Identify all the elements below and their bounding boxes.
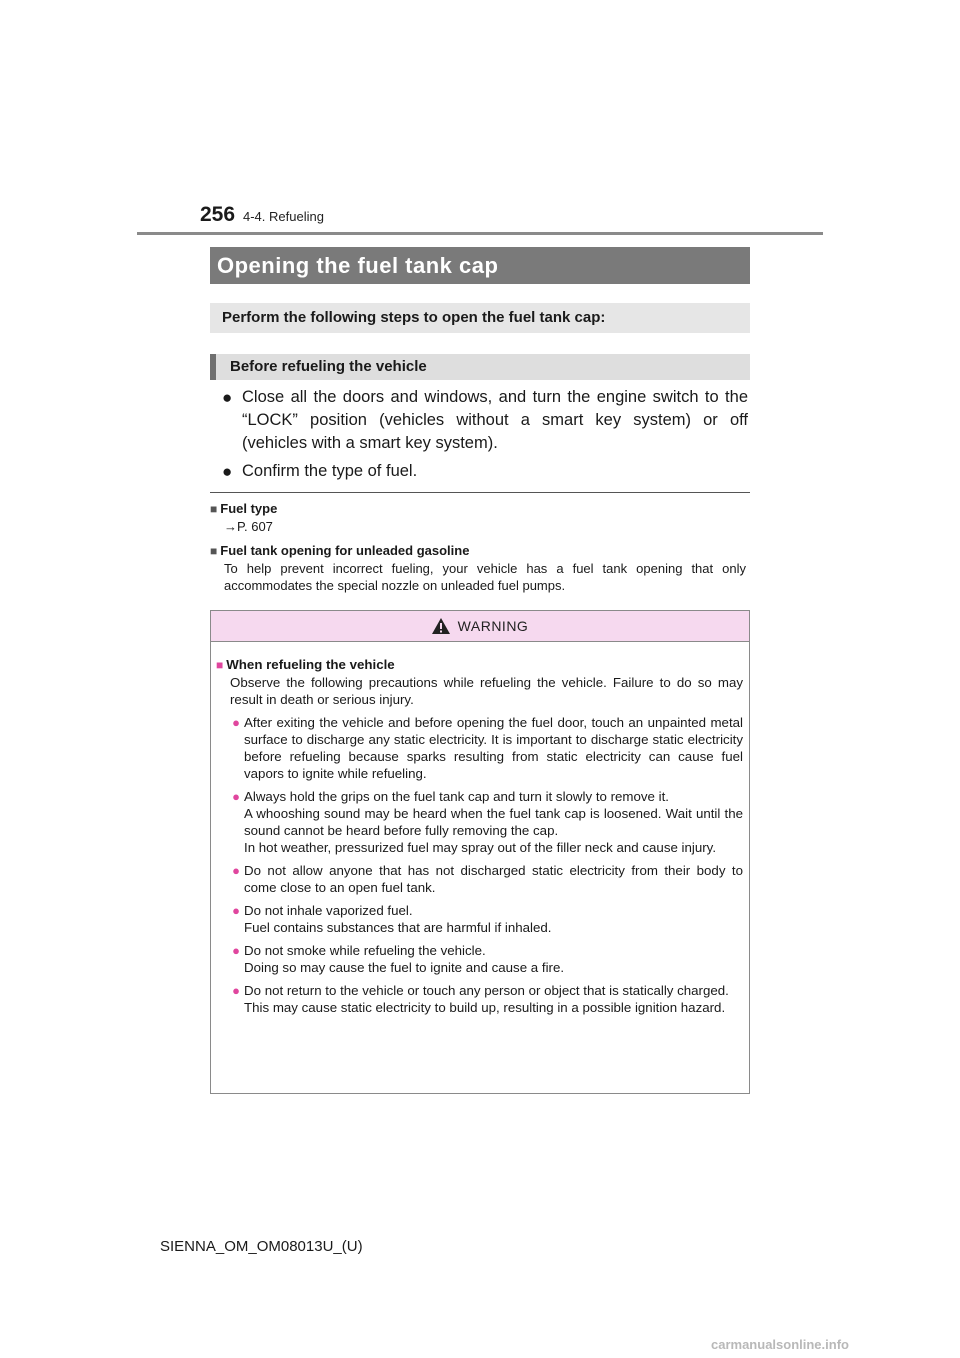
square-bullet-icon: ■: [216, 658, 224, 672]
bullet-dot-icon: ●: [232, 863, 240, 878]
warning-header: [211, 611, 749, 642]
warning-box: [210, 610, 750, 1094]
section-reference: 4-4. Refueling: [243, 209, 324, 224]
warning-item-text: Do not allow anyone that has not discharged static electricity from their body to come close to an open fuel tank.: [244, 863, 743, 895]
square-bullet-icon: ■: [210, 502, 218, 516]
header-divider: [137, 232, 823, 235]
watermark: carmanualsonline.info: [711, 1337, 849, 1352]
list-item: [216, 902, 743, 936]
square-bullet-icon: ■: [210, 544, 218, 558]
list-item: [222, 386, 748, 455]
warning-item-text: After exiting the vehicle and before opening the fuel door, touch an unpainted metal surface to discharge any static electricity. It is important to discharge static electricity before refueling because sparks resulting from static electricity can cause fuel vapors to ignite while refueling.: [244, 715, 743, 781]
note-heading: ■ Fuel type: [210, 501, 278, 516]
warning-item-text: Always hold the grips on the fuel tank cap and turn it slowly to remove it. A whooshing sound may be heard when the fuel tank cap is loosened. Wait until the sound cannot be heard before fully removing the cap. In hot weather, pressurized fuel may spray out of the filler neck and cause injury.: [244, 789, 743, 855]
section-divider: [210, 492, 750, 493]
list-item: [216, 942, 743, 976]
list-item: [216, 982, 743, 1016]
note-heading: ■ Fuel tank opening for unleaded gasoline: [210, 543, 470, 558]
notes-section: [210, 500, 746, 601]
page-reference-link[interactable]: →P. 607: [224, 519, 273, 534]
warning-item-text: Do not inhale vaporized fuel. Fuel contains substances that are harmful if inhaled.: [244, 903, 552, 935]
step-bullet-list: [222, 386, 748, 488]
bullet-dot-icon: ●: [232, 943, 240, 958]
warning-item-text: Do not smoke while refueling the vehicle. Doing so may cause the fuel to ignite and cause a fire.: [244, 943, 565, 975]
list-item: [216, 862, 743, 896]
warning-intro: Observe the following precautions while refueling the vehicle. Failure to do so may result in death or serious injury.: [230, 675, 743, 707]
bullet-dot-icon: ●: [232, 789, 240, 804]
bullet-text: Close all the doors and windows, and turn the engine switch to the “LOCK” position (vehicles without a smart key system) or off (vehicles with a smart key system).: [242, 388, 748, 452]
list-item: [222, 460, 748, 483]
intro-banner: Perform the following steps to open the fuel tank cap:: [210, 303, 750, 333]
page-number: 256: [200, 203, 236, 226]
list-item: [216, 788, 743, 856]
bullet-dot-icon: ●: [222, 388, 233, 407]
page-title: Opening the fuel tank cap: [210, 247, 750, 284]
warning-label: WARNING: [457, 618, 529, 634]
list-item: [216, 714, 743, 782]
note-body: To help prevent incorrect fueling, your vehicle has a fuel tank opening that only accommodates the special nozzle on unleaded fuel pumps.: [224, 561, 746, 593]
bullet-dot-icon: ●: [232, 715, 240, 730]
warning-triangle-icon: [432, 618, 450, 634]
subheading-before-refueling: Before refueling the vehicle: [210, 354, 750, 380]
bullet-dot-icon: ●: [232, 983, 240, 998]
bullet-dot-icon: ●: [232, 903, 240, 918]
bullet-dot-icon: ●: [222, 462, 233, 481]
warning-body: [211, 642, 749, 1016]
warning-item-text: Do not return to the vehicle or touch any person or object that is statically charged. This may cause static electricity to build up, resulting in a possible ignition hazard.: [244, 983, 729, 1015]
document-footer: SIENNA_OM_OM08013U_(U): [160, 1238, 363, 1255]
bullet-text: Confirm the type of fuel.: [242, 462, 418, 480]
warning-heading: ■ When refueling the vehicle: [216, 657, 395, 672]
